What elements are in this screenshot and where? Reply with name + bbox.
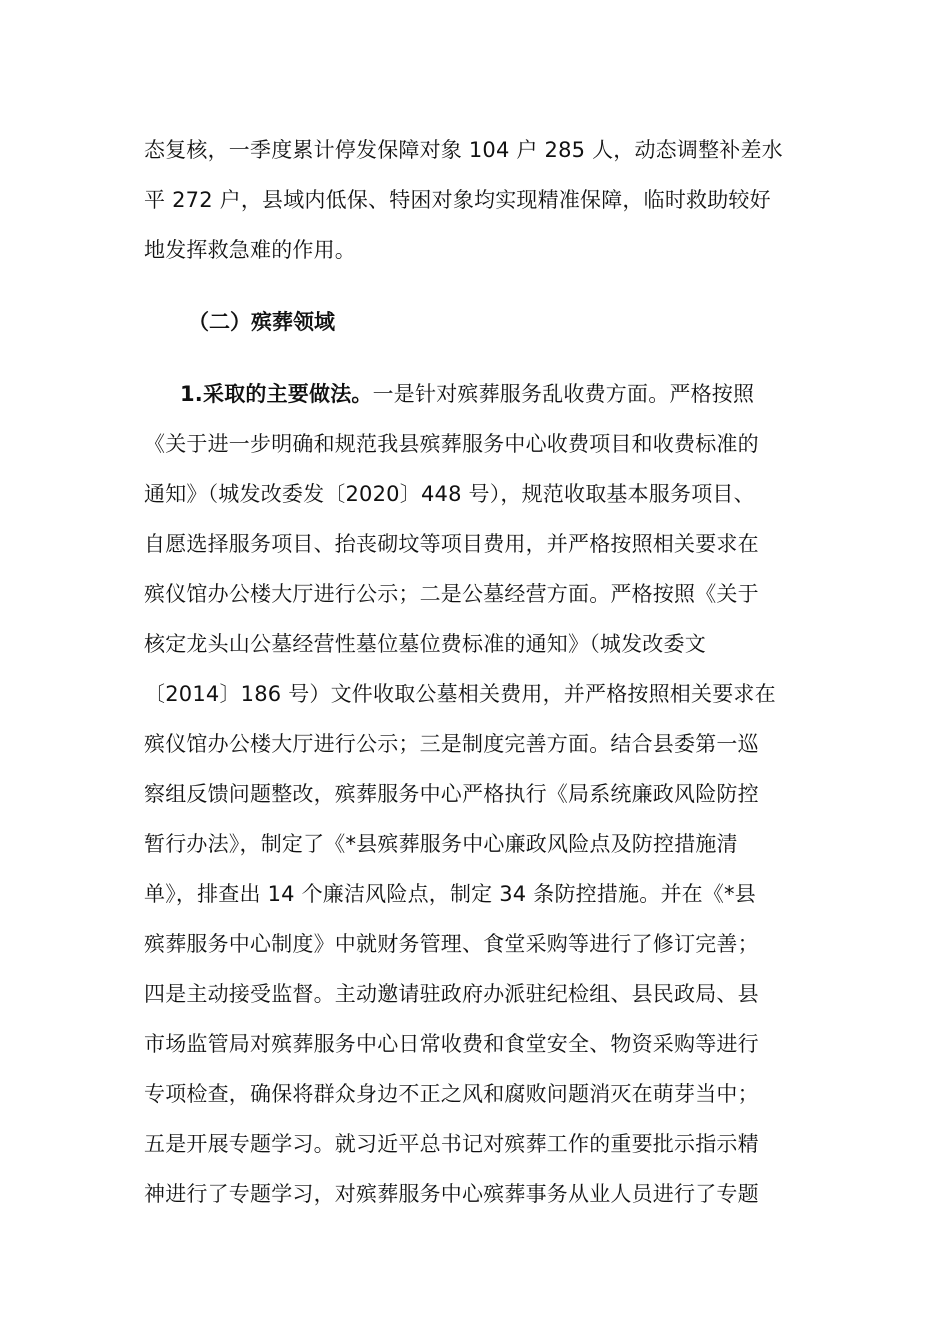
paragraph-lead: 1.采取的主要做法。	[180, 382, 373, 406]
paragraph-social-assistance	[144, 125, 824, 275]
text-line: 市场监管局对殡葬服务中心日常收费和食堂安全、物资采购等进行	[144, 1032, 759, 1056]
text-line: 察组反馈问题整改，殡葬服务中心严格执行《局系统廉政风险防控	[144, 782, 759, 806]
paragraph-funeral-measures	[144, 369, 824, 1219]
text-line: 暂行办法》，制定了《*县殡葬服务中心廉政风险点及防控措施清	[144, 832, 738, 856]
text-line: 地发挥救急难的作用。	[144, 238, 356, 262]
text-line: 自愿选择服务项目、抬丧砌坟等项目费用，并严格按照相关要求在	[144, 532, 759, 556]
text-line: 神进行了专题学习，对殡葬服务中心殡葬事务从业人员进行了专题	[144, 1182, 759, 1206]
paragraph-first-line-rest: 一是针对殡葬服务乱收费方面。严格按照	[372, 382, 755, 406]
section-heading: （二）殡葬领域	[188, 310, 335, 334]
text-line: 五是开展专题学习。就习近平总书记对殡葬工作的重要批示指示精	[144, 1132, 759, 1156]
text-line: 〔2014〕186 号）文件收取公墓相关费用，并严格按照相关要求在	[144, 682, 776, 706]
text-line: 平 272 户，县域内低保、特困对象均实现精准保障，临时救助较好	[144, 188, 771, 212]
text-line: 四是主动接受监督。主动邀请驻政府办派驻纪检组、县民政局、县	[144, 982, 759, 1006]
text-line: 专项检查，确保将群众身边不正之风和腐败问题消灭在萌芽当中；	[144, 1082, 759, 1106]
text-line: 单》，排查出 14 个廉洁风险点，制定 34 条防控措施。并在《*县	[144, 882, 756, 906]
text-line: 《关于进一步明确和规范我县殡葬服务中心收费项目和收费标准的	[144, 432, 759, 456]
text-line: 核定龙头山公墓经营性墓位墓位费标准的通知》（城发改委文	[144, 632, 706, 656]
text-line: 态复核，一季度累计停发保障对象 104 户 285 人，动态调整补差水	[144, 138, 783, 162]
document-page	[144, 125, 824, 1219]
text-line-first	[144, 369, 824, 419]
text-line: 殡仪馆办公楼大厅进行公示；三是制度完善方面。结合县委第一巡	[144, 732, 759, 756]
text-line: 殡仪馆办公楼大厅进行公示；二是公墓经营方面。严格按照《关于	[144, 582, 759, 606]
text-line: 殡葬服务中心制度》中就财务管理、食堂采购等进行了修订完善；	[144, 932, 759, 956]
text-line: 通知》（城发改委发〔2020〕448 号），规范收取基本服务项目、	[144, 482, 755, 506]
